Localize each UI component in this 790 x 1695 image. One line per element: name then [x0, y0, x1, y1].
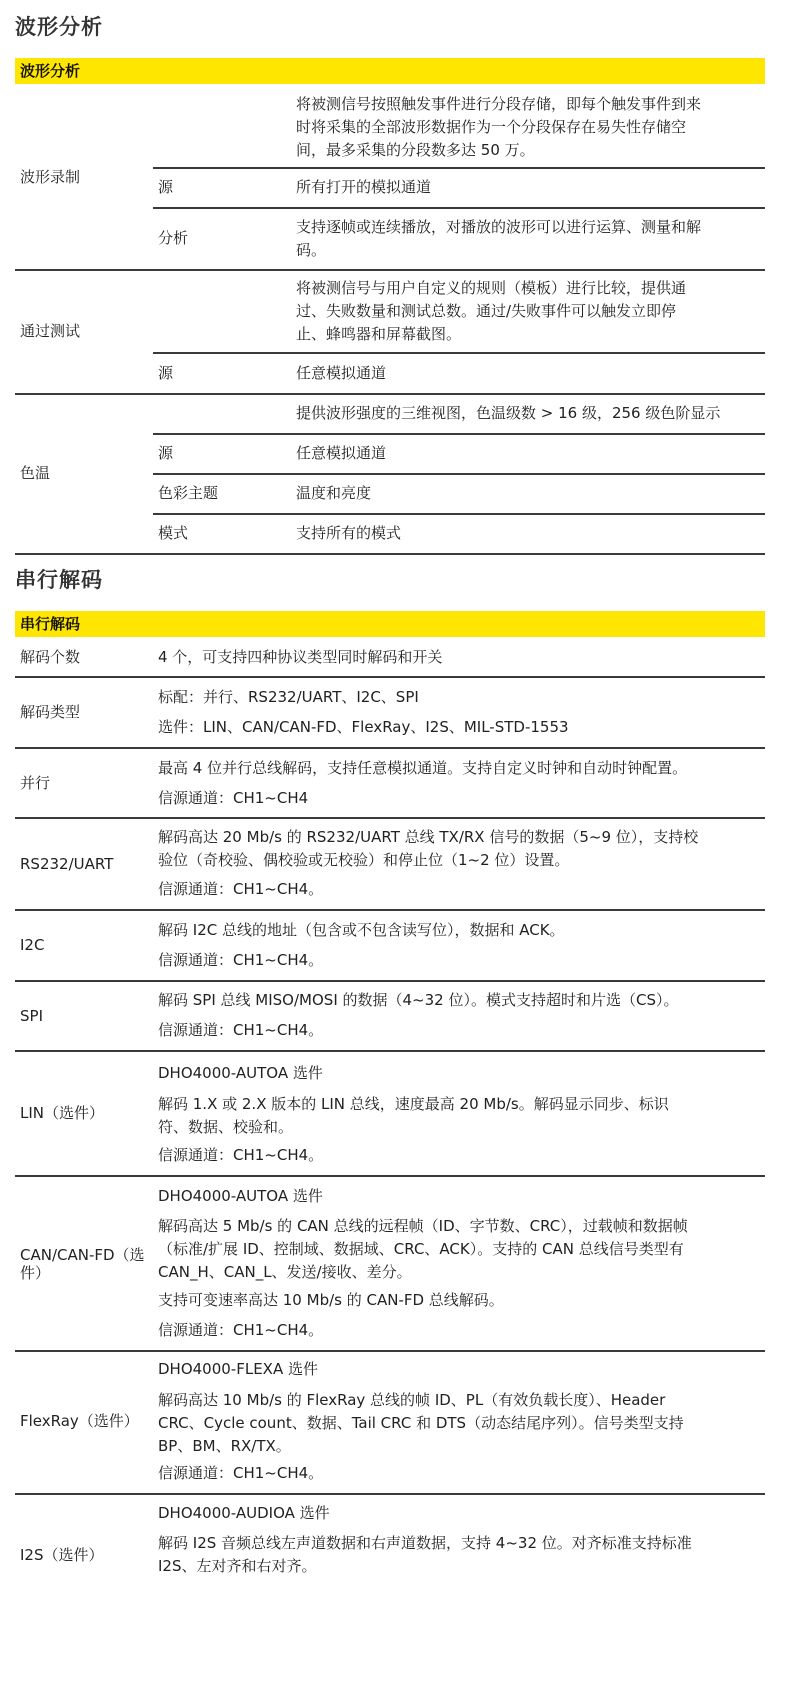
- sub-label-source: 源: [158, 364, 174, 382]
- row-label-rs232: RS232/UART: [20, 855, 114, 873]
- section-bar-label: 串行解码: [20, 615, 81, 633]
- section-bar-label: 波形分析: [20, 62, 81, 80]
- divider: [15, 1050, 765, 1052]
- i2c-desc: 解码 I2C 总线的地址（包含或不包含读写位），数据和 ACK。: [158, 921, 565, 939]
- divider: [15, 747, 765, 749]
- sub-value-mode: 支持所有的模式: [296, 524, 402, 542]
- sub-label-analysis: 分析: [158, 229, 189, 247]
- row-label-color-grade: 色温: [20, 464, 51, 482]
- can-source: 信源通道：CH1~CH4。: [158, 1321, 324, 1339]
- divider: [15, 553, 765, 555]
- row-label-passfail: 通过测试: [20, 322, 81, 340]
- row-label-lin: LIN（选件）: [20, 1104, 105, 1122]
- sub-label-mode: 模式: [158, 524, 189, 542]
- row-label-i2c: I2C: [20, 936, 45, 954]
- flexray-option: DHO4000-FLEXA 选件: [158, 1360, 318, 1378]
- row-label-waveform-record: 波形录制: [20, 168, 81, 186]
- row-label-spi: SPI: [20, 1007, 43, 1025]
- sub-value-analysis: 支持逐帧或连续播放，对播放的波形可以进行运算、测量和解码。: [296, 218, 702, 259]
- spi-source: 信源通道：CH1~CH4。: [158, 1021, 324, 1039]
- divider: [15, 1493, 765, 1495]
- i2s-option: DHO4000-AUDIOA 选件: [158, 1504, 330, 1522]
- row-label-flexray: FlexRay（选件）: [20, 1412, 139, 1430]
- divider: [15, 1350, 765, 1352]
- can-option: DHO4000-AUTOA 选件: [158, 1187, 323, 1205]
- spi-desc: 解码 SPI 总线 MISO/MOSI 的数据（4~32 位）。模式支持超时和片选（CS）。: [158, 991, 679, 1009]
- passfail-desc: 将被测信号与用户自定义的规则（模板）进行比较，提供通过、失败数量和测试总数。通过/失败事件可以触发立即停止、蜂鸣器和屏幕截图。: [296, 279, 687, 343]
- sub-label-source: 源: [158, 178, 174, 196]
- sub-value-source: 所有打开的模拟通道: [296, 178, 432, 196]
- section-bar-waveform: [15, 58, 765, 84]
- lin-desc: 解码 1.X 或 2.X 版本的 LIN 总线，速度最高 20 Mb/s。解码显示同步、标识符、数据、校验和。: [158, 1095, 669, 1136]
- i2c-source: 信源通道：CH1~CH4。: [158, 951, 324, 969]
- decode-types-standard: 标配：并行、RS232/UART、I2C、SPI: [158, 688, 419, 706]
- row-label-i2s: I2S（选件）: [20, 1546, 104, 1564]
- sub-label-source: 源: [158, 444, 174, 462]
- can-desc: 解码高达 5 Mb/s 的 CAN 总线的远程帧（ID、字节数、CRC），过载帧和数据帧（标准/扩展 ID、控制域、数据域、CRC、ACK）。支持的 CAN 总线信号类型有 CAN_H、CAN_L、发送/接收、差分。: [158, 1217, 688, 1281]
- divider: [153, 473, 765, 475]
- sub-value-source: 任意模拟通道: [296, 444, 387, 462]
- section-title-waveform: 波形分析: [15, 15, 103, 39]
- divider: [153, 207, 765, 209]
- divider: [153, 167, 765, 169]
- divider: [15, 817, 765, 819]
- flexray-desc: 解码高达 10 Mb/s 的 FlexRay 总线的帧 ID、PL（有效负载长度）、Header CRC、Cycle count、数据、Tail CRC 和 DTS（动态结尾序列）。信号类型支持 BP、BM、RX/TX。: [158, 1391, 684, 1455]
- decode-types-option: 选件：LIN、CAN/CAN-FD、FlexRay、I2S、MIL-STD-1553: [158, 718, 569, 736]
- divider: [15, 980, 765, 982]
- rs232-desc: 解码高达 20 Mb/s 的 RS232/UART 总线 TX/RX 信号的数据（5~9 位），支持校验位（奇校验、偶校验或无校验）和停止位（1~2 位）设置。: [158, 828, 699, 869]
- parallel-source: 信源通道：CH1~CH4: [158, 789, 309, 807]
- flexray-source: 信源通道：CH1~CH4。: [158, 1464, 324, 1482]
- divider: [15, 393, 765, 395]
- divider: [15, 269, 765, 271]
- waveform-record-desc: 将被测信号按照触发事件进行分段存储，即每个触发事件到来时将采集的全部波形数据作为一个分段保存在易失性存储空间，最多采集的分段数多达 50 万。: [296, 95, 702, 159]
- can-fd-note: 支持可变速率高达 10 Mb/s 的 CAN-FD 总线解码。: [158, 1291, 504, 1309]
- divider: [153, 352, 765, 354]
- i2s-desc: 解码 I2S 音频总线左声道数据和右声道数据，支持 4~32 位。对齐标准支持标准 I2S、左对齐和右对齐。: [158, 1534, 692, 1575]
- decode-count-value: 4 个，可支持四种协议类型同时解码和开关: [158, 648, 443, 666]
- parallel-desc: 最高 4 位并行总线解码，支持任意模拟通道。支持自定义时钟和自动时钟配置。: [158, 759, 688, 777]
- sub-value-theme: 温度和亮度: [296, 484, 372, 502]
- divider: [15, 909, 765, 911]
- lin-source: 信源通道：CH1~CH4。: [158, 1146, 324, 1164]
- section-title-serial: 串行解码: [15, 568, 103, 592]
- row-label-decode-types: 解码类型: [20, 703, 81, 721]
- row-label-parallel: 并行: [20, 774, 51, 792]
- divider: [15, 676, 765, 678]
- row-label-can: CAN/CAN-FD（选件）: [20, 1246, 145, 1282]
- divider: [153, 513, 765, 515]
- sub-label-theme: 色彩主题: [158, 484, 219, 502]
- divider: [153, 433, 765, 435]
- color-grade-desc: 提供波形强度的三维视图，色温级数 > 16 级，256 级色阶显示: [296, 404, 721, 422]
- section-bar-serial: [15, 611, 765, 637]
- rs232-source: 信源通道：CH1~CH4。: [158, 880, 324, 898]
- lin-option: DHO4000-AUTOA 选件: [158, 1064, 323, 1082]
- sub-value-source: 任意模拟通道: [296, 364, 387, 382]
- row-label-decode-count: 解码个数: [20, 648, 81, 666]
- divider: [15, 1175, 765, 1177]
